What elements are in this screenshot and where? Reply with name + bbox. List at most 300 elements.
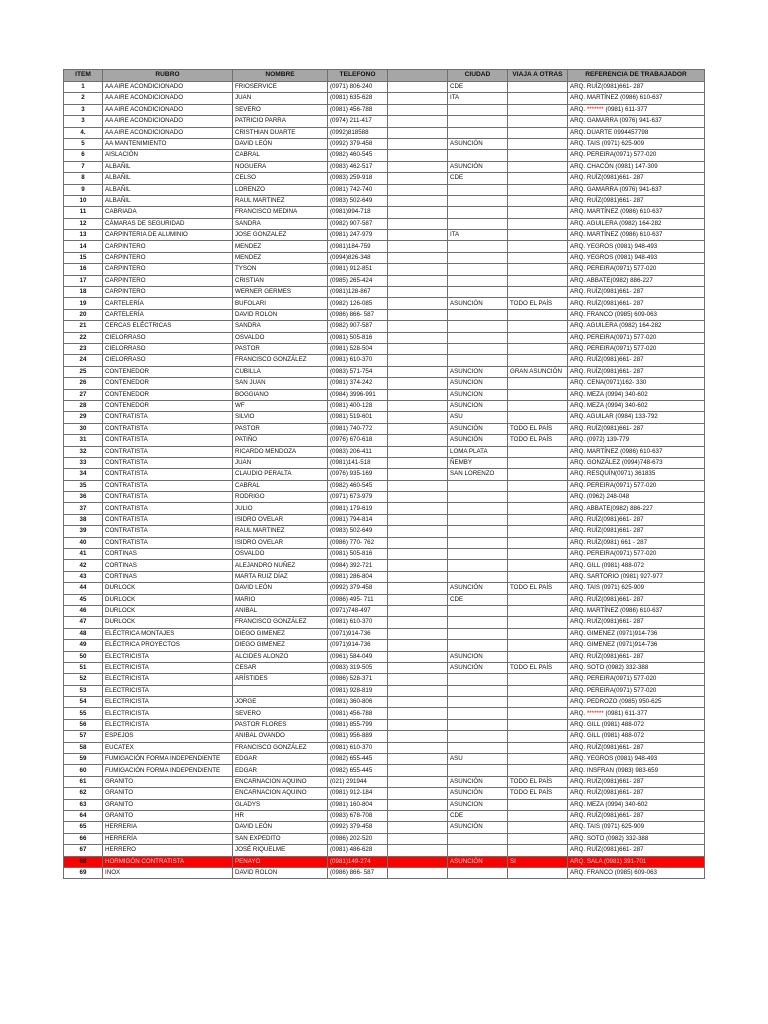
cell-item: 7	[64, 161, 103, 172]
cell-viaja	[508, 822, 568, 833]
cell-rubro: CONTENEDOR	[103, 389, 233, 400]
table-row	[64, 161, 705, 172]
table-row	[64, 309, 705, 320]
table-row	[64, 332, 705, 343]
cell-rubro: ELECTRICISTA	[103, 719, 233, 730]
cell-extra	[388, 754, 448, 765]
cell-viaja	[508, 116, 568, 127]
cell-referencia: ARQ. GILL (0981) 488-072	[568, 719, 705, 730]
cell-nombre: DAVID LEÓN	[233, 138, 328, 149]
col-header-rubro: RUBRO	[103, 70, 233, 82]
cell-telefono: (0981)141-518	[328, 457, 388, 468]
table-row	[64, 526, 705, 537]
cell-telefono: (0985) 265-424	[328, 275, 388, 286]
cell-extra	[388, 298, 448, 309]
table-row	[64, 389, 705, 400]
cell-referencia: ARQ. INSFRAN (0983) 983-659	[568, 765, 705, 776]
cell-nombre: EDGAR	[233, 765, 328, 776]
cell-telefono: (0981) 742-740	[328, 184, 388, 195]
cell-ciudad	[448, 252, 508, 263]
cell-viaja	[508, 389, 568, 400]
cell-viaja	[508, 241, 568, 252]
table-row	[64, 537, 705, 548]
table-row	[64, 867, 705, 878]
cell-nombre: HR	[233, 811, 328, 822]
cell-extra	[388, 423, 448, 434]
cell-item: 45	[64, 594, 103, 605]
cell-ciudad	[448, 560, 508, 571]
cell-ciudad	[448, 708, 508, 719]
cell-ciudad	[448, 731, 508, 742]
cell-telefono: (0986) 866- 587	[328, 867, 388, 878]
cell-referencia: ARQ. GAMARRA (0976) 941-637	[568, 116, 705, 127]
cell-extra	[388, 116, 448, 127]
cell-nombre: ANIBAL OVANDO	[233, 731, 328, 742]
table-row	[64, 628, 705, 639]
cell-rubro: CABRIADA	[103, 207, 233, 218]
cell-rubro: AA AIRE ACONDICIONADO	[103, 82, 233, 93]
cell-telefono: (0992) 379-458	[328, 138, 388, 149]
cell-rubro: CARPINTERO	[103, 252, 233, 263]
cell-item: 66	[64, 833, 103, 844]
cell-ciudad	[448, 104, 508, 115]
cell-extra	[388, 776, 448, 787]
cell-rubro: HERRERIA	[103, 822, 233, 833]
col-header-blank	[388, 70, 448, 82]
cell-rubro: DURLOCK	[103, 583, 233, 594]
cell-referencia: ARQ. MEZA (0994) 340-602	[568, 799, 705, 810]
cell-rubro: CÁMARAS DE SEGURIDAD	[103, 218, 233, 229]
cell-item: 39	[64, 526, 103, 537]
cell-extra	[388, 469, 448, 480]
cell-extra	[388, 731, 448, 742]
cell-telefono: (0981) 610-370	[328, 617, 388, 628]
cell-rubro: ELECTRICISTA	[103, 674, 233, 685]
cell-rubro: CORTINAS	[103, 549, 233, 560]
cell-ciudad: ASUNCIÓN	[448, 138, 508, 149]
cell-referencia: ARQ. GIMENEZ (0971)914-736	[568, 640, 705, 651]
table-row	[64, 207, 705, 218]
cell-extra	[388, 628, 448, 639]
cell-telefono: (0986) 528-371	[328, 674, 388, 685]
cell-nombre: PASTOR	[233, 423, 328, 434]
cell-telefono: (0981) 740-772	[328, 423, 388, 434]
cell-ciudad	[448, 241, 508, 252]
cell-nombre: SANDRA	[233, 321, 328, 332]
cell-viaja	[508, 503, 568, 514]
cell-rubro: AISLACIÓN	[103, 150, 233, 161]
cell-referencia: ARQ. ABBATE(0982) 886-227	[568, 275, 705, 286]
cell-telefono: (0994)826-348	[328, 252, 388, 263]
cell-viaja	[508, 173, 568, 184]
cell-referencia: ARQ. RUÍZ(0981)661- 287	[568, 651, 705, 662]
cell-ciudad: ASUNCION	[448, 378, 508, 389]
cell-item: 59	[64, 754, 103, 765]
cell-rubro: CARPINTERIA DE ALUMINIO	[103, 230, 233, 241]
cell-rubro: ELÉCTRICA PROYECTOS	[103, 640, 233, 651]
cell-extra	[388, 492, 448, 503]
cell-referencia: ARQ. RUÍZ(0981)661- 287	[568, 195, 705, 206]
cell-telefono: (0971) 806-240	[328, 82, 388, 93]
cell-extra	[388, 742, 448, 753]
cell-item: 22	[64, 332, 103, 343]
col-header-viaja: VIAJA A OTRAS	[508, 70, 568, 82]
cell-telefono: (0976) 935-169	[328, 469, 388, 480]
cell-referencia: ARQ. PEREIRA(0971) 577-020	[568, 343, 705, 354]
cell-ciudad: CDE	[448, 811, 508, 822]
cell-telefono: (0981) 794-814	[328, 514, 388, 525]
cell-item: 60	[64, 765, 103, 776]
cell-item: 23	[64, 343, 103, 354]
table-row	[64, 287, 705, 298]
cell-item: 35	[64, 480, 103, 491]
cell-telefono: (0982) 126-085	[328, 298, 388, 309]
cell-nombre: JUAN	[233, 93, 328, 104]
cell-rubro: CONTRATISTA	[103, 446, 233, 457]
cell-viaja	[508, 674, 568, 685]
cell-extra	[388, 435, 448, 446]
cell-extra	[388, 230, 448, 241]
cell-referencia: ARQ. RUÍZ(0981)661- 287	[568, 298, 705, 309]
cell-rubro: CONTRATISTA	[103, 514, 233, 525]
cell-nombre: JUAN	[233, 457, 328, 468]
cell-extra	[388, 788, 448, 799]
table-row	[64, 742, 705, 753]
cell-referencia: ARQ. RUÍZ(0981)661- 287	[568, 788, 705, 799]
cell-referencia: ARQ. RUÍZ(0981) 661 - 287	[568, 537, 705, 548]
cell-item: 6	[64, 150, 103, 161]
cell-referencia: ARQ. RUÍZ(0981)661- 287	[568, 366, 705, 377]
cell-extra	[388, 651, 448, 662]
cell-item: 28	[64, 400, 103, 411]
cell-viaja: TODO EL PAÍS	[508, 788, 568, 799]
cell-viaja	[508, 480, 568, 491]
cell-extra	[388, 366, 448, 377]
table-row	[64, 298, 705, 309]
cell-telefono: (0981)149-274	[328, 856, 388, 867]
cell-rubro: CORTINAS	[103, 560, 233, 571]
cell-rubro: CONTRATISTA	[103, 469, 233, 480]
table-row	[64, 708, 705, 719]
cell-viaja: TODO EL PAÍS	[508, 583, 568, 594]
cell-extra	[388, 321, 448, 332]
cell-rubro: AA MANTENIMIENTO	[103, 138, 233, 149]
cell-ciudad: ASUNCION	[448, 400, 508, 411]
cell-viaja	[508, 378, 568, 389]
cell-extra	[388, 640, 448, 651]
cell-nombre	[233, 685, 328, 696]
cell-ciudad: ASUNCIÓN	[448, 583, 508, 594]
cell-referencia: ARQ. RUÍZ(0981)661- 287	[568, 173, 705, 184]
cell-item: 36	[64, 492, 103, 503]
cell-extra	[388, 571, 448, 582]
cell-viaja	[508, 309, 568, 320]
cell-referencia: ARQ. TAIS (0971) 625-909	[568, 822, 705, 833]
cell-telefono: (0983) 502-649	[328, 526, 388, 537]
cell-referencia: ARQ. PEREIRA(0971) 577-020	[568, 674, 705, 685]
cell-item: 27	[64, 389, 103, 400]
cell-nombre: SILVIO	[233, 412, 328, 423]
table-row	[64, 435, 705, 446]
cell-viaja: SI	[508, 856, 568, 867]
cell-rubro: ELECTRICISTA	[103, 662, 233, 673]
cell-rubro: CARTELERÍA	[103, 309, 233, 320]
table-body	[64, 82, 705, 879]
cell-extra	[388, 617, 448, 628]
cell-ciudad	[448, 685, 508, 696]
cell-telefono: (0984) 392-721	[328, 560, 388, 571]
cell-referencia: ARQ. FRANCO (0985) 609-063	[568, 309, 705, 320]
cell-extra	[388, 241, 448, 252]
cell-nombre: ALCIDES ALONZO	[233, 651, 328, 662]
cell-item: 4.	[64, 127, 103, 138]
cell-ciudad: ITA	[448, 230, 508, 241]
cell-telefono: (0981) 486-628	[328, 845, 388, 856]
cell-extra	[388, 594, 448, 605]
cell-viaja	[508, 104, 568, 115]
cell-nombre: MENDEZ	[233, 241, 328, 252]
cell-viaja	[508, 742, 568, 753]
table-row	[64, 754, 705, 765]
cell-rubro: GRANITO	[103, 811, 233, 822]
cell-telefono: (0984) 3996-991	[328, 389, 388, 400]
cell-rubro: ALBAÑIL	[103, 184, 233, 195]
cell-nombre: RAUL MARTINEZ	[233, 195, 328, 206]
cell-viaja	[508, 355, 568, 366]
table-row	[64, 503, 705, 514]
cell-item: 49	[64, 640, 103, 651]
cell-telefono: (0982) 907-587	[328, 321, 388, 332]
cell-extra	[388, 150, 448, 161]
table-row	[64, 218, 705, 229]
cell-extra	[388, 833, 448, 844]
cell-extra	[388, 82, 448, 93]
cell-referencia: ARQ. ******* (0981) 611-377	[568, 708, 705, 719]
cell-ciudad	[448, 742, 508, 753]
cell-extra	[388, 104, 448, 115]
cell-nombre: DAVID ROLON	[233, 309, 328, 320]
cell-item: 47	[64, 617, 103, 628]
cell-referencia: ARQ. PEREIRA(0971) 577-020	[568, 480, 705, 491]
cell-referencia: ARQ. GIMENEZ (0971)914-736	[568, 628, 705, 639]
cell-viaja	[508, 526, 568, 537]
cell-item: 25	[64, 366, 103, 377]
cell-nombre: CRISTHIAN DUARTE	[233, 127, 328, 138]
cell-extra	[388, 867, 448, 878]
cell-referencia: ARQ. AGUILERA (0982) 164-282	[568, 218, 705, 229]
cell-nombre: CELSO	[233, 173, 328, 184]
table-row	[64, 583, 705, 594]
table-row	[64, 412, 705, 423]
cell-viaja	[508, 685, 568, 696]
cell-item: 2	[64, 93, 103, 104]
cell-nombre: BUFOLARI	[233, 298, 328, 309]
cell-extra	[388, 674, 448, 685]
cell-referencia: ARQ. RESQUÍN(0971) 361835	[568, 469, 705, 480]
cell-ciudad	[448, 845, 508, 856]
cell-nombre: SAN JUAN	[233, 378, 328, 389]
cell-referencia: ARQ. FRANCO (0985) 609-063	[568, 867, 705, 878]
cell-item: 38	[64, 514, 103, 525]
cell-item: 37	[64, 503, 103, 514]
cell-referencia: ARQ. RUÍZ(0981)661- 287	[568, 617, 705, 628]
cell-rubro: AA AIRE ACONDICIONADO	[103, 104, 233, 115]
table-row	[64, 104, 705, 115]
cell-telefono: (0981) 610-370	[328, 742, 388, 753]
cell-telefono: (0981) 160-804	[328, 799, 388, 810]
cell-rubro: ALBAÑIL	[103, 161, 233, 172]
cell-item: 17	[64, 275, 103, 286]
cell-rubro: CONTRATISTA	[103, 457, 233, 468]
cell-extra	[388, 583, 448, 594]
cell-viaja	[508, 560, 568, 571]
cell-viaja	[508, 697, 568, 708]
cell-rubro: CONTRATISTA	[103, 503, 233, 514]
table-row	[64, 423, 705, 434]
cell-rubro: CARPINTERO	[103, 264, 233, 275]
cell-viaja	[508, 207, 568, 218]
cell-telefono: (0983) 259-918	[328, 173, 388, 184]
cell-extra	[388, 719, 448, 730]
cell-extra	[388, 446, 448, 457]
cell-item: 11	[64, 207, 103, 218]
cell-viaja: GRAN ASUNCIÓN	[508, 366, 568, 377]
cell-ciudad	[448, 207, 508, 218]
table-row	[64, 674, 705, 685]
cell-ciudad: ASUNCIÓN	[448, 423, 508, 434]
cell-viaja	[508, 457, 568, 468]
cell-referencia: ARQ. RUÍZ(0981)661- 287	[568, 526, 705, 537]
cell-referencia: ARQ. RUÍZ(0981)661- 287	[568, 82, 705, 93]
cell-rubro: CONTRATISTA	[103, 412, 233, 423]
cell-extra	[388, 93, 448, 104]
cell-telefono: (0986) 770- 762	[328, 537, 388, 548]
cell-ciudad: CDE	[448, 82, 508, 93]
cell-rubro: CARPINTERO	[103, 241, 233, 252]
cell-telefono: (0981)184-759	[328, 241, 388, 252]
cell-viaja	[508, 161, 568, 172]
cell-ciudad	[448, 640, 508, 651]
cell-viaja	[508, 195, 568, 206]
cell-ciudad	[448, 480, 508, 491]
table-row	[64, 173, 705, 184]
cell-viaja	[508, 230, 568, 241]
cell-item: 8	[64, 173, 103, 184]
cell-nombre: DAVID LEÓN	[233, 822, 328, 833]
cell-item: 33	[64, 457, 103, 468]
cell-viaja	[508, 492, 568, 503]
cell-referencia: ARQ. YEGROS (0981) 948-493	[568, 754, 705, 765]
cell-viaja	[508, 184, 568, 195]
table-row	[64, 343, 705, 354]
cell-telefono: (0981) 374-242	[328, 378, 388, 389]
cell-item: 65	[64, 822, 103, 833]
cell-nombre: PASTOR FLORES	[233, 719, 328, 730]
cell-telefono: (0981) 528-504	[328, 343, 388, 354]
table-row	[64, 605, 705, 616]
cell-item: 46	[64, 605, 103, 616]
cell-viaja	[508, 867, 568, 878]
cell-ciudad	[448, 617, 508, 628]
cell-rubro: FUMIGACIÓN FORMA INDEPENDIENTE	[103, 754, 233, 765]
cell-ciudad: ASUNCIÓN	[448, 788, 508, 799]
cell-extra	[388, 275, 448, 286]
cell-viaja	[508, 833, 568, 844]
cell-ciudad	[448, 321, 508, 332]
table-row	[64, 594, 705, 605]
cell-item: 16	[64, 264, 103, 275]
cell-ciudad: LOMA PLATA	[448, 446, 508, 457]
cell-nombre: FRIOSERVICE	[233, 82, 328, 93]
cell-telefono: (0981) 247-979	[328, 230, 388, 241]
cell-ciudad: SAN LORENZO	[448, 469, 508, 480]
cell-referencia: ARQ. RUÍZ(0981)661- 287	[568, 423, 705, 434]
cell-rubro: CIELORRASO	[103, 355, 233, 366]
cell-viaja	[508, 400, 568, 411]
cell-nombre: MARIO	[233, 594, 328, 605]
cell-rubro: CARPINTERO	[103, 287, 233, 298]
cell-rubro: ALBAÑIL	[103, 195, 233, 206]
cell-rubro: CARPINTERO	[103, 275, 233, 286]
cell-ciudad	[448, 218, 508, 229]
table-row	[64, 731, 705, 742]
cell-nombre: JOSÉ RIQUELME	[233, 845, 328, 856]
cell-telefono: (0981) 360-806	[328, 697, 388, 708]
cell-nombre: OSVALDO	[233, 332, 328, 343]
cell-item: 3	[64, 116, 103, 127]
cell-viaja	[508, 321, 568, 332]
cell-rubro: CIELORRASO	[103, 343, 233, 354]
cell-referencia: ARQ. AGUILERA (0982) 164-282	[568, 321, 705, 332]
cell-nombre: BOGGIANO	[233, 389, 328, 400]
cell-nombre: CLAUDIO PERALTA	[233, 469, 328, 480]
cell-telefono: (0971)914-736	[328, 640, 388, 651]
cell-viaja	[508, 617, 568, 628]
table-row	[64, 685, 705, 696]
cell-ciudad: ASUNCIÓN	[448, 776, 508, 787]
cell-referencia: ARQ. SARTORIO (0981) 927-977	[568, 571, 705, 582]
cell-extra	[388, 822, 448, 833]
cell-referencia: ARQ. (0962) 248-048	[568, 492, 705, 503]
cell-viaja	[508, 82, 568, 93]
cell-viaja	[508, 628, 568, 639]
cell-item: 3	[64, 104, 103, 115]
cell-extra	[388, 457, 448, 468]
cell-ciudad	[448, 492, 508, 503]
cell-ciudad	[448, 514, 508, 525]
cell-telefono: (0992)818588	[328, 127, 388, 138]
cell-referencia: ARQ. SOTO (0982) 332-388	[568, 662, 705, 673]
cell-referencia: ARQ. PEREIRA(0971) 577-020	[568, 549, 705, 560]
cell-nombre: SEVERO	[233, 708, 328, 719]
cell-ciudad	[448, 184, 508, 195]
cell-nombre: FRANCISCO MEDINA	[233, 207, 328, 218]
cell-nombre: JULIO	[233, 503, 328, 514]
cell-rubro: INOX	[103, 867, 233, 878]
cell-extra	[388, 343, 448, 354]
cell-item: 9	[64, 184, 103, 195]
cell-nombre: CESAR	[233, 662, 328, 673]
table-row	[64, 252, 705, 263]
table-row	[64, 138, 705, 149]
cell-referencia: ARQ. PEREIRA(0971) 577-020	[568, 332, 705, 343]
cell-nombre: ANIBAL	[233, 605, 328, 616]
cell-referencia: ARQ. ******* (0981) 611-377	[568, 104, 705, 115]
cell-referencia: ARQ. GILL (0981) 488-072	[568, 731, 705, 742]
cell-rubro: ELECTRICISTA	[103, 697, 233, 708]
cell-ciudad	[448, 549, 508, 560]
cell-item: 42	[64, 560, 103, 571]
